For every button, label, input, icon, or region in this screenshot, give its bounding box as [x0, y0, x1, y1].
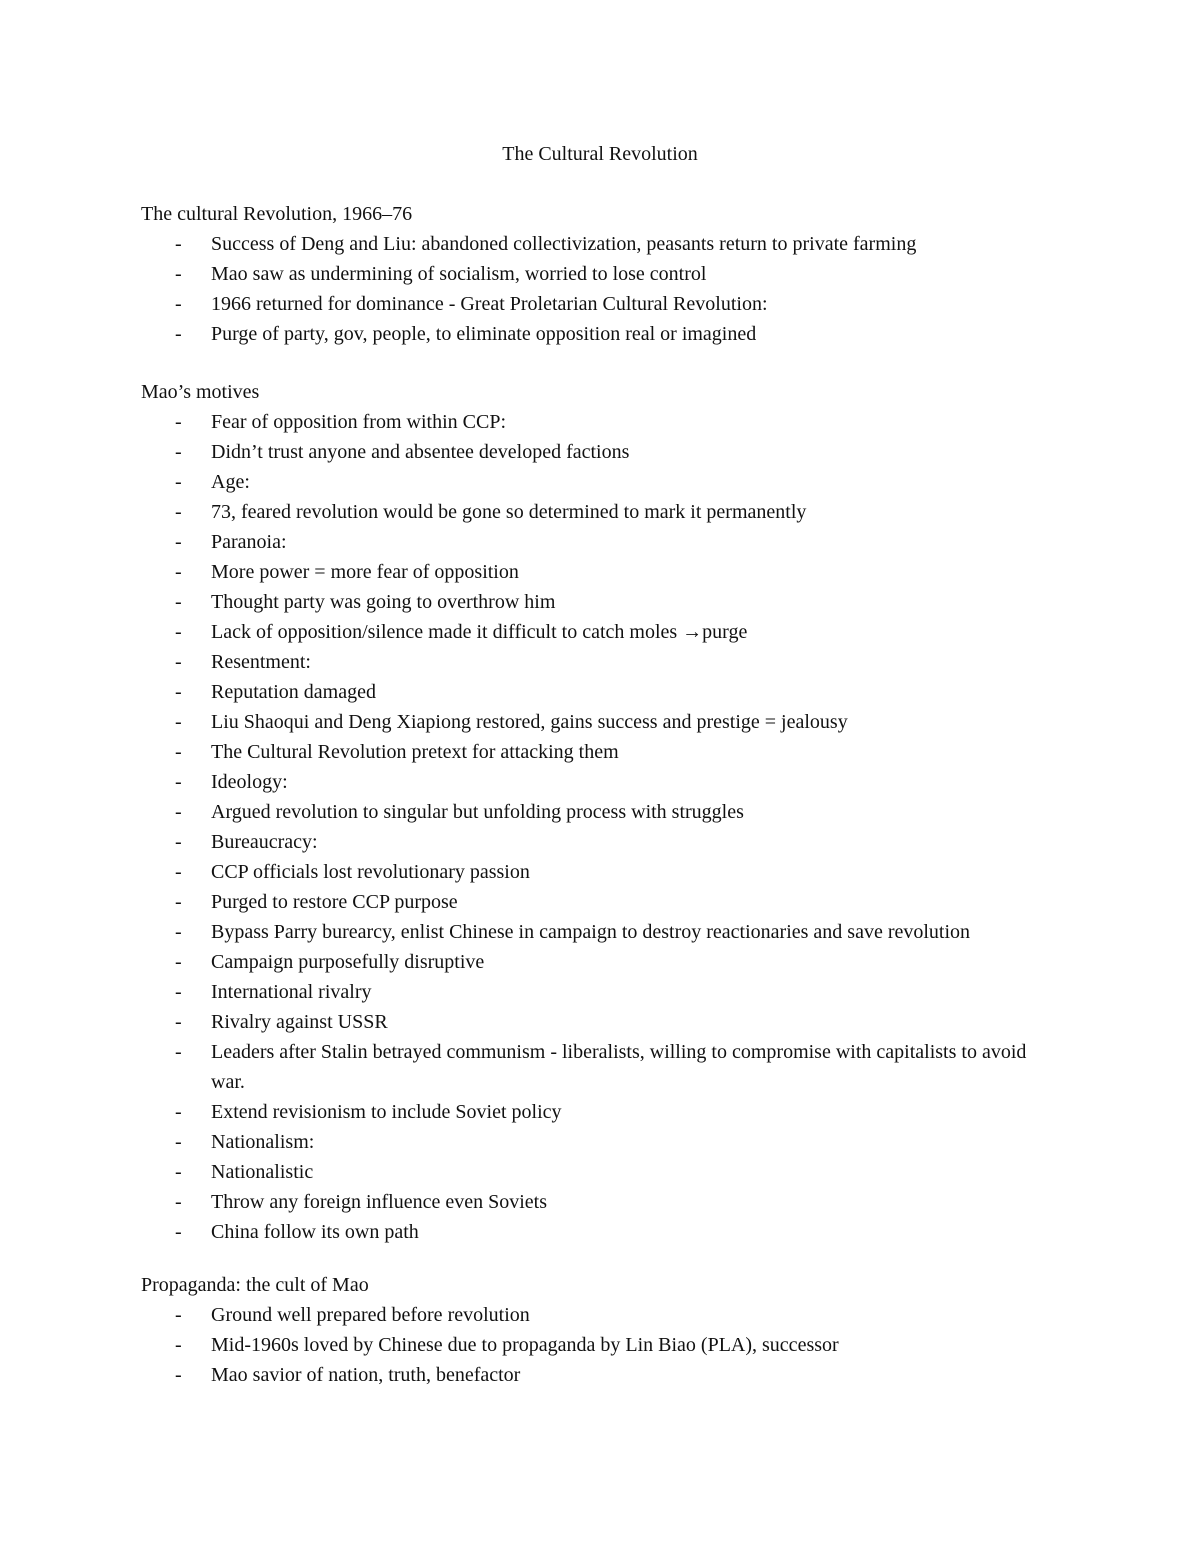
- bullet-dash: -: [175, 1304, 182, 1326]
- bullet-dash: -: [175, 681, 182, 703]
- list-item: [141, 707, 1061, 737]
- bullet-dash: -: [175, 501, 182, 523]
- list-item: [141, 767, 1061, 797]
- bullet-dash: -: [175, 561, 182, 583]
- bullet-dash: -: [175, 801, 182, 823]
- list-item-text: CCP officials lost revolutionary passion: [211, 861, 530, 883]
- bullet-dash: -: [175, 831, 182, 853]
- list-item-text: Liu Shaoqui and Deng Xiapiong restored, gains success and prestige = jealousy: [211, 711, 848, 733]
- bullet-list: [141, 229, 1061, 349]
- bullet-dash: -: [175, 711, 182, 733]
- list-item-text: Nationalism:: [211, 1131, 315, 1153]
- list-item: [141, 1007, 1061, 1037]
- list-item: [141, 289, 1061, 319]
- section-heading: Propaganda: the cult of Mao: [141, 1274, 369, 1296]
- list-item: [141, 1330, 1061, 1360]
- list-item-text: Ideology:: [211, 771, 288, 793]
- page-title: The Cultural Revolution: [502, 143, 698, 165]
- bullet-dash: -: [175, 1041, 182, 1063]
- list-item-text: Leaders after Stalin betrayed communism - liberalists, willing to compromise with capitalists to avoid war.: [211, 1041, 1027, 1093]
- section-cultural-revolution: [141, 199, 1061, 349]
- list-item: [141, 229, 1061, 259]
- list-item: [141, 917, 1061, 947]
- list-item-text: Nationalistic: [211, 1161, 314, 1183]
- bullet-dash: -: [175, 771, 182, 793]
- list-item: [141, 557, 1061, 587]
- bullet-dash: -: [175, 861, 182, 883]
- list-item: [141, 1360, 1061, 1390]
- list-item: [141, 1037, 1061, 1097]
- bullet-dash: -: [175, 1131, 182, 1153]
- list-item-text: Extend revisionism to include Soviet policy: [211, 1101, 562, 1123]
- section-heading: Mao’s motives: [141, 381, 260, 403]
- list-item-text: The Cultural Revolution pretext for attacking them: [211, 741, 619, 763]
- list-item: [141, 737, 1061, 767]
- list-item: [141, 467, 1061, 497]
- bullet-dash: -: [175, 323, 182, 345]
- list-item: [141, 497, 1061, 527]
- list-item-text: International rivalry: [211, 981, 372, 1003]
- list-item: [141, 1127, 1061, 1157]
- list-item: [141, 407, 1061, 437]
- list-item: [141, 797, 1061, 827]
- bullet-dash: -: [175, 651, 182, 673]
- bullet-dash: -: [175, 441, 182, 463]
- list-item: [141, 617, 1061, 647]
- bullet-dash: -: [175, 293, 182, 315]
- list-item-text: Campaign purposefully disruptive: [211, 951, 485, 973]
- list-item-text: Bureaucracy:: [211, 831, 318, 853]
- list-item-text: Thought party was going to overthrow him: [211, 591, 556, 613]
- bullet-dash: -: [175, 741, 182, 763]
- list-item-text: Throw any foreign influence even Soviets: [211, 1191, 548, 1213]
- list-item-text: Success of Deng and Liu: abandoned collectivization, peasants return to private farming: [211, 233, 917, 255]
- list-item-text: Bypass Parry burearcy, enlist Chinese in campaign to destroy reactionaries and save revolution: [211, 921, 971, 943]
- list-item-text: Rivalry against USSR: [211, 1011, 388, 1033]
- list-item: [141, 1217, 1061, 1247]
- list-item: [141, 1187, 1061, 1217]
- bullet-dash: -: [175, 1334, 182, 1356]
- list-item-text: Reputation damaged: [211, 681, 376, 703]
- list-item-text: Lack of opposition/silence made it difficult to catch moles →purge: [211, 621, 748, 643]
- bullet-dash: -: [175, 1161, 182, 1183]
- list-item: [141, 677, 1061, 707]
- list-item: [141, 827, 1061, 857]
- bullet-dash: -: [175, 621, 182, 643]
- section-propaganda: [141, 1270, 1061, 1390]
- bullet-dash: -: [175, 263, 182, 285]
- list-item-text: Mid-1960s loved by Chinese due to propaganda by Lin Biao (PLA), successor: [211, 1334, 839, 1356]
- list-item: [141, 1097, 1061, 1127]
- list-item: [141, 319, 1061, 349]
- bullet-dash: -: [175, 891, 182, 913]
- bullet-dash: -: [175, 531, 182, 553]
- list-item-text: 73, feared revolution would be gone so determined to mark it permanently: [211, 501, 807, 523]
- bullet-list: [141, 1300, 1061, 1390]
- list-item: [141, 527, 1061, 557]
- list-item-text: Paranoia:: [211, 531, 287, 553]
- list-item: [141, 857, 1061, 887]
- list-item-text: Mao savior of nation, truth, benefactor: [211, 1364, 521, 1386]
- list-item-text: Fear of opposition from within CCP:: [211, 411, 506, 433]
- bullet-dash: -: [175, 233, 182, 255]
- section-heading: The cultural Revolution, 1966–76: [141, 203, 413, 225]
- list-item-text: 1966 returned for dominance - Great Proletarian Cultural Revolution:: [211, 293, 768, 315]
- list-item-text: Purged to restore CCP purpose: [211, 891, 458, 913]
- list-item: [141, 1300, 1061, 1330]
- bullet-dash: -: [175, 1101, 182, 1123]
- bullet-list: [141, 407, 1061, 1247]
- bullet-dash: -: [175, 951, 182, 973]
- list-item-text: Resentment:: [211, 651, 311, 673]
- list-item: [141, 1157, 1061, 1187]
- list-item: [141, 587, 1061, 617]
- bullet-dash: -: [175, 981, 182, 1003]
- bullet-dash: -: [175, 591, 182, 613]
- bullet-dash: -: [175, 1364, 182, 1386]
- list-item-text: Purge of party, gov, people, to eliminate opposition real or imagined: [211, 323, 757, 345]
- list-item-text: Mao saw as undermining of socialism, worried to lose control: [211, 263, 707, 285]
- bullet-dash: -: [175, 1191, 182, 1213]
- list-item-text: Didn’t trust anyone and absentee developed factions: [211, 441, 630, 463]
- list-item: [141, 647, 1061, 677]
- list-item: [141, 947, 1061, 977]
- list-item: [141, 437, 1061, 467]
- list-item-text: China follow its own path: [211, 1221, 419, 1243]
- bullet-dash: -: [175, 921, 182, 943]
- list-item: [141, 977, 1061, 1007]
- bullet-dash: -: [175, 1221, 182, 1243]
- bullet-dash: -: [175, 411, 182, 433]
- list-item-text: Ground well prepared before revolution: [211, 1304, 530, 1326]
- section-maos-motives: [141, 377, 1061, 1247]
- list-item: [141, 887, 1061, 917]
- list-item-text: Argued revolution to singular but unfolding process with struggles: [211, 801, 744, 823]
- list-item-text: More power = more fear of opposition: [211, 561, 519, 583]
- bullet-dash: -: [175, 471, 182, 493]
- bullet-dash: -: [175, 1011, 182, 1033]
- list-item-text: Age:: [211, 471, 250, 493]
- list-item: [141, 259, 1061, 289]
